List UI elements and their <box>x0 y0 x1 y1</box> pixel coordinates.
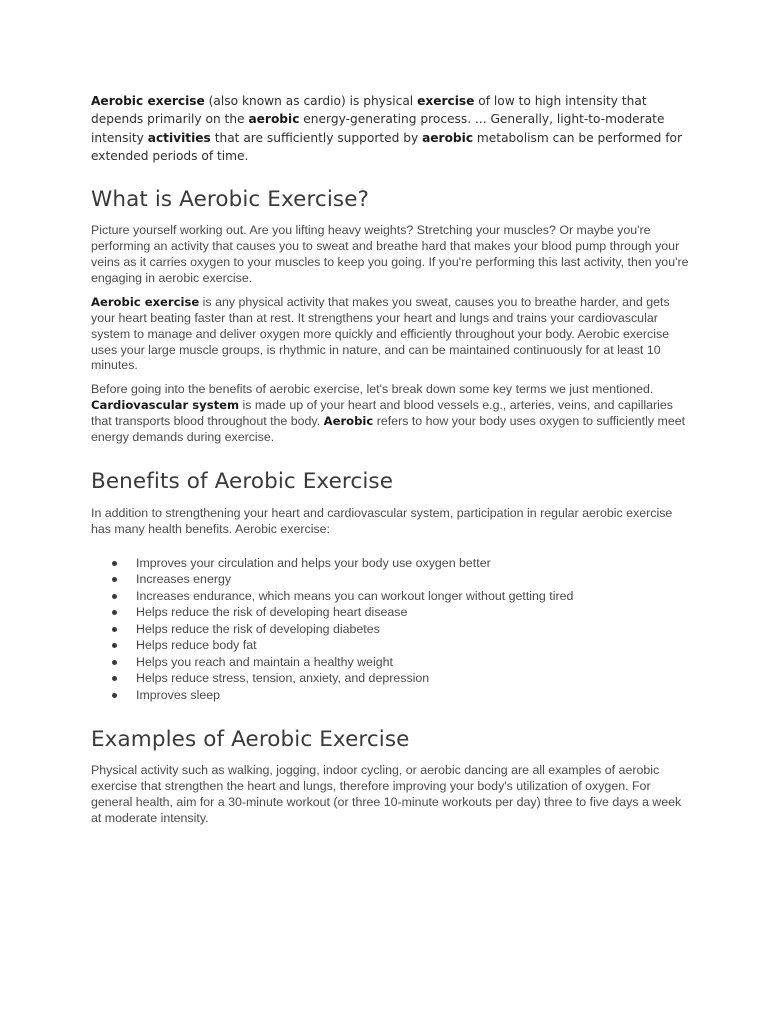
list-item: Improves your circulation and helps your body use oxygen better <box>91 555 691 572</box>
list-item: Helps you reach and maintain a healthy weight <box>91 654 691 671</box>
what-paragraph-1: Picture yourself working out. Are you lifting heavy weights? Stretching your muscles? Or maybe you're performing an activity that causes you to sweat and breathe hard that makes your blood pump through your veins as it carries oxygen to your muscles to keep you going. If you're performing this last activity, then you're engaging in aerobic exercise. <box>91 223 689 285</box>
heading-benefits: Benefits of Aerobic Exercise <box>91 468 394 494</box>
list-item: Increases endurance, which means you can workout longer without getting tired <box>91 588 691 605</box>
bullet-icon <box>112 676 117 681</box>
examples-paragraph: Physical activity such as walking, jogging, indoor cycling, or aerobic dancing are all examples of aerobic exercise that strengthen the heart and lungs, therefore improving your body's utilization of oxygen. For general health, aim for a 30-minute workout (or three 10-minute workouts per day) three to five days a week at moderate intensity. <box>91 763 682 825</box>
list-item: Helps reduce body fat <box>91 637 691 654</box>
intro-paragraph: Aerobic exercise (also known as cardio) is physical exercise of low to high intensity that depends primarily on the aerobic energy-generating process. ... Generally, light-to-moderate intensity activities that are sufficiently supported by aerobic metabolism can be performed for extended periods of time. <box>91 94 683 163</box>
bullet-icon <box>112 610 117 615</box>
heading-what-is-aerobic: What is Aerobic Exercise? <box>91 187 370 213</box>
intro-bold-term: aerobic <box>248 112 300 127</box>
bullet-icon <box>112 693 117 698</box>
intro-bold-term: exercise <box>417 94 475 108</box>
what-paragraph-2: Aerobic exercise is any physical activity that makes you sweat, causes you to breathe harder, and gets your heart beating faster than at rest. It strengthens your heart and lungs and trains your cardiovascular system to manage and deliver oxygen more quickly and efficiently throughout your body. Aerobic exercise uses your large muscle groups, is rhythmic in nature, and can be maintained continuously for at least 10 minutes. <box>91 294 670 373</box>
bold-term: Cardiovascular system <box>91 398 240 413</box>
bullet-icon <box>112 660 117 665</box>
list-item: Helps reduce the risk of developing heart disease <box>91 604 691 621</box>
bullet-icon <box>112 577 117 582</box>
what-paragraph-3: Before going into the benefits of aerobic exercise, let's break down some key terms we just mentioned. Cardiovascular system is made up of your heart and blood vessels e.g., arteries, veins, and capillaries that transports blood throughout the body. Aerobic refers to how your body uses oxygen to sufficiently meet energy demands during exercise. <box>91 382 686 445</box>
benefits-paragraph: In addition to strengthening your heart and cardiovascular system, participation in regular aerobic exercise has many health benefits. Aerobic exercise: <box>91 505 673 536</box>
bullet-icon <box>112 643 117 648</box>
list-item: Increases energy <box>91 571 691 588</box>
bold-term: Aerobic exercise <box>91 294 200 309</box>
list-item: Helps reduce the risk of developing diabetes <box>91 621 691 638</box>
bullet-icon <box>112 561 117 566</box>
heading-examples: Examples of Aerobic Exercise <box>91 727 410 753</box>
bullet-icon <box>112 594 117 599</box>
intro-bold-term: aerobic <box>422 130 474 145</box>
bold-term: Aerobic <box>323 414 374 429</box>
intro-bold-term: activities <box>147 130 211 145</box>
list-item: Helps reduce stress, tension, anxiety, and depression <box>91 670 691 687</box>
intro-bold-term: Aerobic exercise <box>91 94 205 108</box>
benefits-list <box>91 555 691 704</box>
bullet-icon <box>112 627 117 632</box>
document-body <box>91 92 691 827</box>
list-item: Improves sleep <box>91 687 691 704</box>
